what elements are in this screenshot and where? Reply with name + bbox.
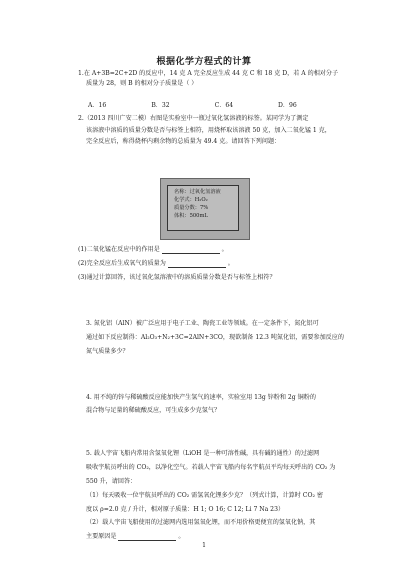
answer-blank <box>162 247 220 254</box>
answer-blank <box>118 534 176 541</box>
q5-line4: （1）每天吸收一位宇航员呼出的 CO₂ 需氢氧化锂多少克？（列式计算，计算时 CO₂ 密 <box>86 492 323 499</box>
q4-line2: 混合物与足量的稀硫酸反应，可生成多少克氢气？ <box>86 407 221 414</box>
q3-line2: 通过如下反应制得：Al₂O₃+N₂+3C=2AlN+3CO，现欲制备 12.3 吨氮化铝，需要参加反应的 <box>86 334 344 341</box>
label-line-volume: 体积：500mL <box>174 213 208 219</box>
reagent-label-image <box>160 178 250 240</box>
q5-line5: 度以 ρ=2.0 克 / 升计，相对原子质量：H 1; O 16; C 12; Li 7 Na 23） <box>86 506 285 513</box>
page-title: 根据化学方程式的计算 <box>156 57 252 67</box>
q1-option-d: D．96 <box>277 102 297 109</box>
q1-option-c: C．64 <box>214 102 234 109</box>
q5-line7: 主要原因是 。 <box>86 533 185 540</box>
q2-sub3: (3)通过计算回答，该过氧化氢溶液中的溶质质量分数是否与标签上相符？ <box>78 274 276 281</box>
q2-line2: 该溶液中溶质的质量分数是否与标签上相符，用烧杯取该溶液 50 克，加入二氧化锰 1 克， <box>86 127 331 134</box>
q2-line3: 完全反应后，称得烧杯内剩余物的总质量为 49.4 克。请回答下列问题： <box>86 138 281 145</box>
q3-line3: 氮气质量多少？ <box>86 348 129 355</box>
q1-line2: 质量为 28，则 B 的相对分子质量是（ ） <box>86 80 198 87</box>
label-line-fraction: 质量分数：7% <box>174 205 209 211</box>
page-number: 1 <box>202 542 206 549</box>
q2-sub2: (2)完全反应后生成氧气的质量为 。 <box>78 260 234 267</box>
reagent-label-text <box>167 185 239 231</box>
q5-line6: （2）载人宇宙飞船使用的过滤网内选用氢氧化锂，而不用价格更便宜的氢氧化钠，其 <box>86 519 316 526</box>
label-line-formula: 化学式：H₂O₂ <box>174 197 208 203</box>
q1-option-b: B．32 <box>151 102 170 109</box>
q1-options <box>88 100 338 109</box>
label-line-name: 名称：过氧化氢溶液 <box>174 189 221 195</box>
q2-sub1: (1)二氧化锰在反应中的作用是 。 <box>78 246 228 253</box>
answer-blank <box>168 261 226 268</box>
q1-option-a: A．16 <box>88 102 107 109</box>
q1-line1: 1.在 A+3B=2C+2D 的反应中，14 克 A 完全反应生成 44 克 C 和 18 克 D，若 A 的相对分子 <box>78 70 339 77</box>
q5-line2: 吸收宇航员呼出的 CO₂，以净化空气。若载人宇宙飞船内每名宇航员平均每天呼出的 CO₂ 为 <box>86 464 336 471</box>
q3-line1: 3. 氮化铝（AlN）被广泛应用于电子工业、陶瓷工业等领域。在一定条件下，氮化铝可 <box>86 320 319 327</box>
q5-line1: 5. 载人宇宙飞船内常用含氢氧化锂（LiOH 是一种可溶性碱，具有碱的通性）的过滤网 <box>86 450 320 457</box>
q5-line3: 550 升，请回答： <box>86 478 137 485</box>
q4-line1: 4. 用不纯的锌与稀硫酸反应能加快产生氢气的速率，实验室用 13g 锌粉和 2g 铜粉的 <box>86 394 316 401</box>
q2-line1: 2.（2013 四川广安二模）右图是实验室中一瓶过氧化氢溶液的标签。某同学为了测定 <box>78 115 309 122</box>
